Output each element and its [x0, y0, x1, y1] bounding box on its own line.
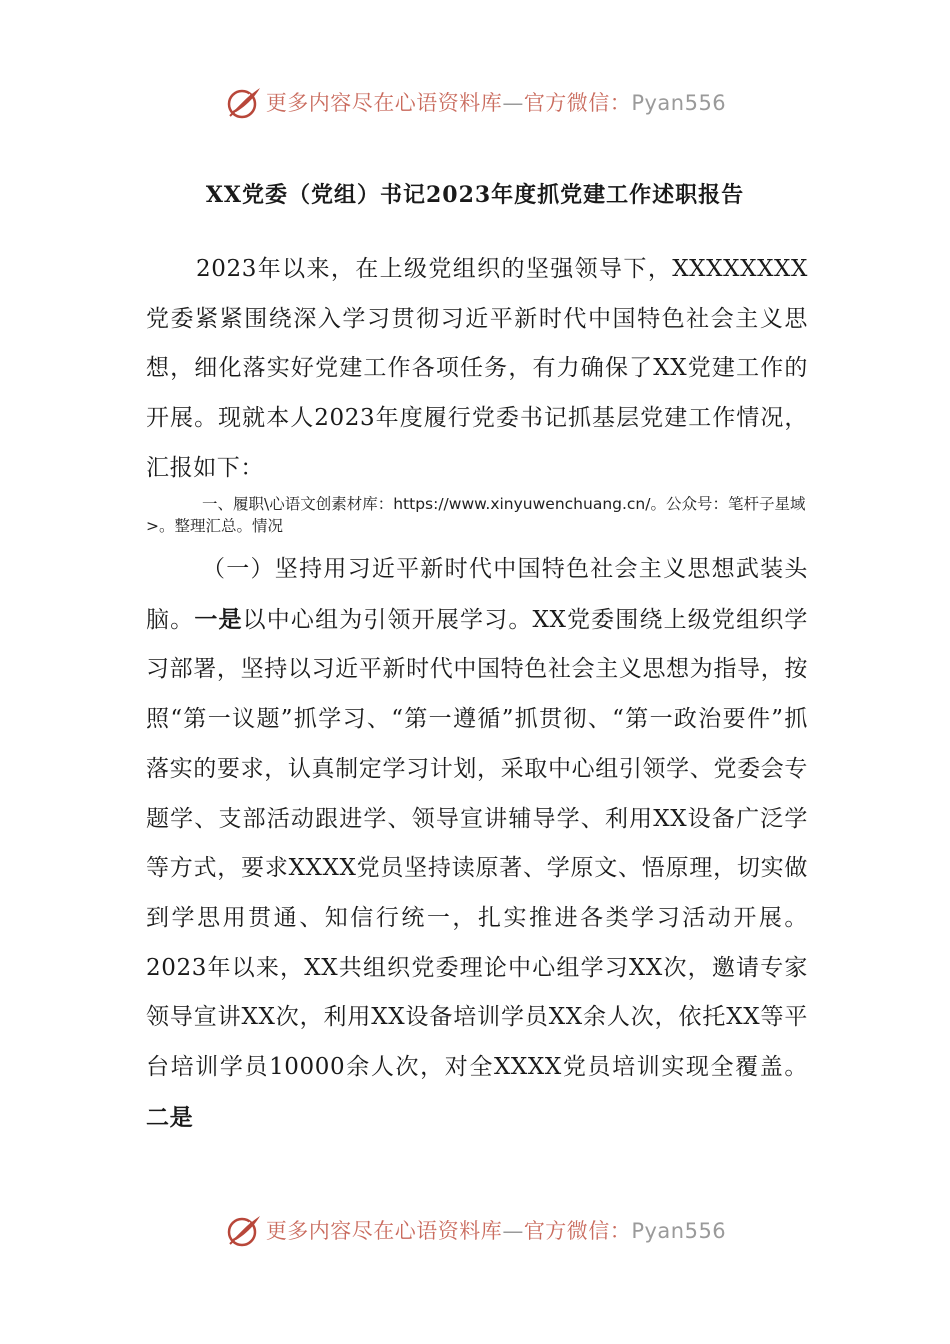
banner-dash: — — [502, 1219, 524, 1243]
banner-dash: — — [502, 91, 524, 115]
first-point-marker: 一是 — [194, 605, 243, 633]
header-watermark-banner — [0, 82, 950, 122]
section-1-body: 以中心组为引领开展学习。XX党委围绕上级党组织学习部署，坚持以习近平新时代中国特色社会主义思想为指导，按照“第一议题”抓学习、“第一遵循”抓贯彻、“第一政治要件”抓落实的要求，认真制定学习计划，采取中心组引领学、党委会专题学、支部活动跟进学、领导宣讲辅导学、利用XX设备广泛学等方式，要求XXXX党员坚持读原著、学原文、悟原理，切实做到学思用贯通、知信行统一，扎实推进各类学习活动开展。2023年以来，XX共组织党委理论中心组学习XX次，邀请专家领导宣讲XX次，利用XX设备培训学员XX余人次，依托XX等平台培训学员10000余人次，对全XXXX党员培训实现全覆盖。 — [146, 606, 808, 1081]
second-point-marker: 二是 — [146, 1103, 194, 1131]
inserted-note — [146, 493, 806, 537]
footer-watermark-banner — [0, 1210, 950, 1250]
section-1-paragraph — [146, 545, 808, 1143]
section-1-heading: （一）坚持用习近平新时代中国特色社会主义思想武装头脑。 — [146, 556, 808, 633]
intro-text: 2023年以来，在上级党组织的坚强领导下，XXXXXXXX党委紧紧围绕深入学习贯彻习近平新时代中国特色社会主义思想，细化落实好党建工作各项任务，有力确保了XX党建工作的开展。现就本人2023年度履行党委书记抓基层党建工作情况，汇报如下： — [146, 256, 808, 481]
banner-site-text: 更多内容尽在心语资料库 — [265, 91, 503, 115]
banner-wechat-id: Pyan556 — [631, 91, 727, 115]
note-text: 一、履职\心语文创素材库：https://www.xinyuwenchuang.cn/。公众号：笔杆子星域>。整理汇总。情况 — [146, 495, 806, 535]
intro-paragraph — [146, 245, 808, 494]
banner-text — [266, 1215, 726, 1245]
document-title: XX党委（党组）书记2023年度抓党建工作述职报告 — [205, 182, 745, 208]
quill-logo-icon — [224, 1210, 264, 1250]
banner-wechat-id: Pyan556 — [631, 1219, 727, 1243]
quill-logo-icon — [224, 82, 264, 122]
banner-wechat-label: 官方微信： — [523, 91, 632, 115]
banner-site-text: 更多内容尽在心语资料库 — [265, 1219, 503, 1243]
banner-text — [266, 87, 726, 117]
banner-wechat-label: 官方微信： — [523, 1219, 632, 1243]
